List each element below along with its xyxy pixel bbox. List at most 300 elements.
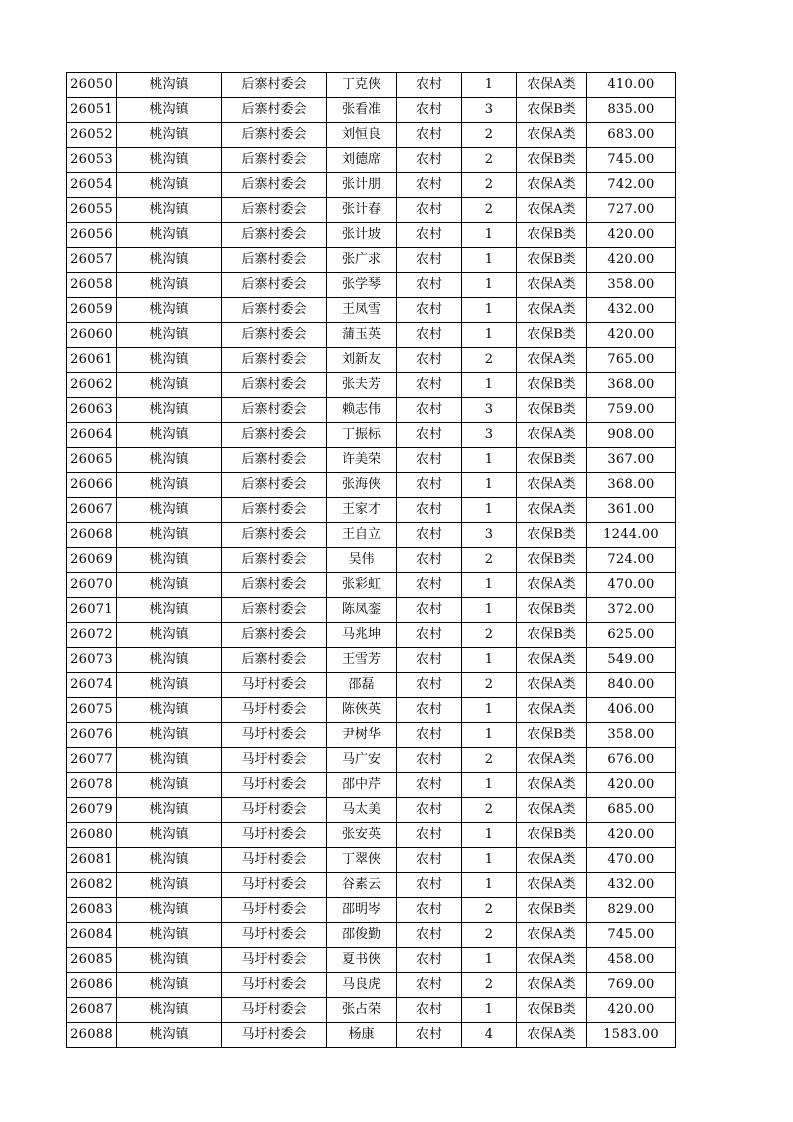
- insurance-category-cell: 农保B类: [517, 248, 587, 273]
- insurance-category-cell: 农保B类: [517, 998, 587, 1023]
- household-type-cell: 农村: [397, 873, 462, 898]
- name-cell: 谷素云: [327, 873, 397, 898]
- insurance-category-cell: 农保B类: [517, 373, 587, 398]
- town-cell: 桃沟镇: [117, 773, 222, 798]
- household-type-cell: 农村: [397, 798, 462, 823]
- name-cell: 陈凤銮: [327, 598, 397, 623]
- village-committee-cell: 马圩村委会: [222, 923, 327, 948]
- table-row: [67, 598, 676, 623]
- amount-cell: 368.00: [587, 473, 676, 498]
- record-id-cell: 26083: [67, 898, 117, 923]
- household-type-cell: 农村: [397, 823, 462, 848]
- household-type-cell: 农村: [397, 973, 462, 998]
- insurance-category-cell: 农保A类: [517, 498, 587, 523]
- record-id-cell: 26055: [67, 198, 117, 223]
- insurance-category-cell: 农保B类: [517, 723, 587, 748]
- household-type-cell: 农村: [397, 923, 462, 948]
- record-id-cell: 26051: [67, 98, 117, 123]
- household-type-cell: 农村: [397, 423, 462, 448]
- table-row: [67, 398, 676, 423]
- record-id-cell: 26071: [67, 598, 117, 623]
- town-cell: 桃沟镇: [117, 798, 222, 823]
- insurance-category-cell: 农保A类: [517, 348, 587, 373]
- insurance-category-cell: 农保A类: [517, 123, 587, 148]
- village-committee-cell: 后寨村委会: [222, 348, 327, 373]
- town-cell: 桃沟镇: [117, 273, 222, 298]
- amount-cell: 625.00: [587, 623, 676, 648]
- table-row: [67, 673, 676, 698]
- member-count-cell: 1: [462, 373, 517, 398]
- amount-cell: 420.00: [587, 248, 676, 273]
- record-id-cell: 26054: [67, 173, 117, 198]
- amount-cell: 420.00: [587, 773, 676, 798]
- household-type-cell: 农村: [397, 298, 462, 323]
- name-cell: 王雪芳: [327, 648, 397, 673]
- member-count-cell: 3: [462, 98, 517, 123]
- town-cell: 桃沟镇: [117, 648, 222, 673]
- household-type-cell: 农村: [397, 273, 462, 298]
- amount-cell: 835.00: [587, 98, 676, 123]
- household-type-cell: 农村: [397, 398, 462, 423]
- household-type-cell: 农村: [397, 673, 462, 698]
- amount-cell: 361.00: [587, 498, 676, 523]
- name-cell: 张看准: [327, 98, 397, 123]
- insurance-category-cell: 农保B类: [517, 598, 587, 623]
- name-cell: 邵明岑: [327, 898, 397, 923]
- record-id-cell: 26068: [67, 523, 117, 548]
- record-id-cell: 26069: [67, 548, 117, 573]
- town-cell: 桃沟镇: [117, 598, 222, 623]
- member-count-cell: 1: [462, 73, 517, 98]
- insurance-category-cell: 农保A类: [517, 173, 587, 198]
- village-committee-cell: 后寨村委会: [222, 473, 327, 498]
- name-cell: 张安英: [327, 823, 397, 848]
- insurance-category-cell: 农保A类: [517, 73, 587, 98]
- amount-cell: 727.00: [587, 198, 676, 223]
- table-row: [67, 323, 676, 348]
- insurance-category-cell: 农保A类: [517, 698, 587, 723]
- member-count-cell: 2: [462, 198, 517, 223]
- name-cell: 邵俊勤: [327, 923, 397, 948]
- household-type-cell: 农村: [397, 773, 462, 798]
- table-row: [67, 998, 676, 1023]
- table-row: [67, 223, 676, 248]
- village-committee-cell: 后寨村委会: [222, 373, 327, 398]
- record-id-cell: 26073: [67, 648, 117, 673]
- amount-cell: 829.00: [587, 898, 676, 923]
- member-count-cell: 1: [462, 823, 517, 848]
- table-row: [67, 123, 676, 148]
- table-row: [67, 98, 676, 123]
- member-count-cell: 2: [462, 748, 517, 773]
- amount-cell: 549.00: [587, 648, 676, 673]
- insurance-category-cell: 农保A类: [517, 873, 587, 898]
- village-committee-cell: 后寨村委会: [222, 273, 327, 298]
- record-id-cell: 26086: [67, 973, 117, 998]
- town-cell: 桃沟镇: [117, 673, 222, 698]
- amount-cell: 840.00: [587, 673, 676, 698]
- table-row: [67, 248, 676, 273]
- member-count-cell: 2: [462, 173, 517, 198]
- name-cell: 马兆坤: [327, 623, 397, 648]
- amount-cell: 769.00: [587, 973, 676, 998]
- village-committee-cell: 后寨村委会: [222, 73, 327, 98]
- town-cell: 桃沟镇: [117, 223, 222, 248]
- table-row: [67, 823, 676, 848]
- record-id-cell: 26059: [67, 298, 117, 323]
- name-cell: 张彩虹: [327, 573, 397, 598]
- name-cell: 陈俠英: [327, 698, 397, 723]
- name-cell: 张计坡: [327, 223, 397, 248]
- village-committee-cell: 马圩村委会: [222, 973, 327, 998]
- record-id-cell: 26077: [67, 748, 117, 773]
- amount-cell: 676.00: [587, 748, 676, 773]
- name-cell: 马广安: [327, 748, 397, 773]
- town-cell: 桃沟镇: [117, 1023, 222, 1048]
- table-row: [67, 548, 676, 573]
- member-count-cell: 1: [462, 473, 517, 498]
- village-committee-cell: 后寨村委会: [222, 298, 327, 323]
- village-committee-cell: 马圩村委会: [222, 948, 327, 973]
- amount-cell: 420.00: [587, 323, 676, 348]
- amount-cell: 358.00: [587, 723, 676, 748]
- name-cell: 张广求: [327, 248, 397, 273]
- amount-cell: 1583.00: [587, 1023, 676, 1048]
- amount-cell: 458.00: [587, 948, 676, 973]
- name-cell: 丁振标: [327, 423, 397, 448]
- amount-cell: 742.00: [587, 173, 676, 198]
- record-id-cell: 26064: [67, 423, 117, 448]
- record-id-cell: 26072: [67, 623, 117, 648]
- household-type-cell: 农村: [397, 573, 462, 598]
- insurance-category-cell: 农保A类: [517, 648, 587, 673]
- town-cell: 桃沟镇: [117, 148, 222, 173]
- record-id-cell: 26087: [67, 998, 117, 1023]
- table-row: [67, 873, 676, 898]
- table-body: [67, 73, 676, 1048]
- town-cell: 桃沟镇: [117, 73, 222, 98]
- village-committee-cell: 马圩村委会: [222, 823, 327, 848]
- town-cell: 桃沟镇: [117, 173, 222, 198]
- insurance-category-cell: 农保A类: [517, 798, 587, 823]
- name-cell: 杨康: [327, 1023, 397, 1048]
- member-count-cell: 2: [462, 673, 517, 698]
- record-id-cell: 26075: [67, 698, 117, 723]
- town-cell: 桃沟镇: [117, 448, 222, 473]
- village-committee-cell: 后寨村委会: [222, 448, 327, 473]
- household-type-cell: 农村: [397, 73, 462, 98]
- household-type-cell: 农村: [397, 448, 462, 473]
- insurance-category-cell: 农保A类: [517, 473, 587, 498]
- village-committee-cell: 后寨村委会: [222, 548, 327, 573]
- table-row: [67, 573, 676, 598]
- member-count-cell: 1: [462, 298, 517, 323]
- village-committee-cell: 后寨村委会: [222, 248, 327, 273]
- household-type-cell: 农村: [397, 1023, 462, 1048]
- amount-cell: 745.00: [587, 148, 676, 173]
- town-cell: 桃沟镇: [117, 898, 222, 923]
- table-row: [67, 423, 676, 448]
- name-cell: 许美荣: [327, 448, 397, 473]
- town-cell: 桃沟镇: [117, 748, 222, 773]
- member-count-cell: 2: [462, 123, 517, 148]
- table-row: [67, 373, 676, 398]
- name-cell: 张学琴: [327, 273, 397, 298]
- member-count-cell: 2: [462, 148, 517, 173]
- member-count-cell: 1: [462, 648, 517, 673]
- member-count-cell: 1: [462, 248, 517, 273]
- record-id-cell: 26070: [67, 573, 117, 598]
- amount-cell: 470.00: [587, 573, 676, 598]
- member-count-cell: 1: [462, 773, 517, 798]
- town-cell: 桃沟镇: [117, 548, 222, 573]
- town-cell: 桃沟镇: [117, 873, 222, 898]
- table-row: [67, 623, 676, 648]
- amount-cell: 420.00: [587, 998, 676, 1023]
- household-type-cell: 农村: [397, 748, 462, 773]
- household-type-cell: 农村: [397, 173, 462, 198]
- table-row: [67, 448, 676, 473]
- household-type-cell: 农村: [397, 848, 462, 873]
- village-committee-cell: 后寨村委会: [222, 148, 327, 173]
- town-cell: 桃沟镇: [117, 98, 222, 123]
- table-row: [67, 298, 676, 323]
- record-id-cell: 26088: [67, 1023, 117, 1048]
- member-count-cell: 1: [462, 873, 517, 898]
- town-cell: 桃沟镇: [117, 823, 222, 848]
- record-id-cell: 26057: [67, 248, 117, 273]
- table-row: [67, 973, 676, 998]
- name-cell: 张夫芳: [327, 373, 397, 398]
- town-cell: 桃沟镇: [117, 948, 222, 973]
- member-count-cell: 3: [462, 523, 517, 548]
- name-cell: 邵磊: [327, 673, 397, 698]
- insurance-category-cell: 农保A类: [517, 773, 587, 798]
- household-type-cell: 农村: [397, 473, 462, 498]
- name-cell: 马良虎: [327, 973, 397, 998]
- village-committee-cell: 马圩村委会: [222, 998, 327, 1023]
- member-count-cell: 1: [462, 573, 517, 598]
- insurance-category-cell: 农保A类: [517, 573, 587, 598]
- village-committee-cell: 后寨村委会: [222, 123, 327, 148]
- member-count-cell: 3: [462, 423, 517, 448]
- amount-cell: 765.00: [587, 348, 676, 373]
- member-count-cell: 1: [462, 848, 517, 873]
- record-id-cell: 26085: [67, 948, 117, 973]
- town-cell: 桃沟镇: [117, 998, 222, 1023]
- name-cell: 尹树华: [327, 723, 397, 748]
- village-committee-cell: 后寨村委会: [222, 498, 327, 523]
- village-committee-cell: 马圩村委会: [222, 798, 327, 823]
- table-row: [67, 923, 676, 948]
- record-id-cell: 26061: [67, 348, 117, 373]
- village-committee-cell: 后寨村委会: [222, 323, 327, 348]
- table-row: [67, 148, 676, 173]
- record-id-cell: 26062: [67, 373, 117, 398]
- town-cell: 桃沟镇: [117, 623, 222, 648]
- insurance-category-cell: 农保A类: [517, 298, 587, 323]
- household-type-cell: 农村: [397, 373, 462, 398]
- name-cell: 刘德席: [327, 148, 397, 173]
- table-row: [67, 273, 676, 298]
- member-count-cell: 1: [462, 598, 517, 623]
- amount-cell: 470.00: [587, 848, 676, 873]
- insurance-category-cell: 农保B类: [517, 548, 587, 573]
- record-id-cell: 26058: [67, 273, 117, 298]
- member-count-cell: 1: [462, 223, 517, 248]
- name-cell: 赖志伟: [327, 398, 397, 423]
- member-count-cell: 2: [462, 798, 517, 823]
- amount-cell: 406.00: [587, 698, 676, 723]
- amount-cell: 420.00: [587, 823, 676, 848]
- insurance-category-cell: 农保B类: [517, 623, 587, 648]
- village-committee-cell: 后寨村委会: [222, 398, 327, 423]
- name-cell: 吴伟: [327, 548, 397, 573]
- town-cell: 桃沟镇: [117, 498, 222, 523]
- record-id-cell: 26063: [67, 398, 117, 423]
- name-cell: 丁克俠: [327, 73, 397, 98]
- village-committee-cell: 马圩村委会: [222, 773, 327, 798]
- name-cell: 王自立: [327, 523, 397, 548]
- amount-cell: 759.00: [587, 398, 676, 423]
- record-id-cell: 26053: [67, 148, 117, 173]
- town-cell: 桃沟镇: [117, 523, 222, 548]
- insurance-category-cell: 农保A类: [517, 948, 587, 973]
- name-cell: 夏书俠: [327, 948, 397, 973]
- town-cell: 桃沟镇: [117, 323, 222, 348]
- member-count-cell: 2: [462, 548, 517, 573]
- member-count-cell: 1: [462, 698, 517, 723]
- name-cell: 张计春: [327, 198, 397, 223]
- town-cell: 桃沟镇: [117, 473, 222, 498]
- town-cell: 桃沟镇: [117, 298, 222, 323]
- insurance-category-cell: 农保B类: [517, 148, 587, 173]
- name-cell: 张计朋: [327, 173, 397, 198]
- village-committee-cell: 马圩村委会: [222, 673, 327, 698]
- household-type-cell: 农村: [397, 198, 462, 223]
- town-cell: 桃沟镇: [117, 373, 222, 398]
- village-committee-cell: 马圩村委会: [222, 748, 327, 773]
- insurance-category-cell: 农保A类: [517, 923, 587, 948]
- name-cell: 刘恒良: [327, 123, 397, 148]
- member-count-cell: 4: [462, 1023, 517, 1048]
- insurance-category-cell: 农保B类: [517, 523, 587, 548]
- name-cell: 张海俠: [327, 473, 397, 498]
- village-committee-cell: 后寨村委会: [222, 648, 327, 673]
- table-row: [67, 898, 676, 923]
- name-cell: 张占荣: [327, 998, 397, 1023]
- household-type-cell: 农村: [397, 898, 462, 923]
- amount-cell: 372.00: [587, 598, 676, 623]
- town-cell: 桃沟镇: [117, 198, 222, 223]
- insurance-category-cell: 农保A类: [517, 1023, 587, 1048]
- household-type-cell: 农村: [397, 98, 462, 123]
- household-type-cell: 农村: [397, 998, 462, 1023]
- table-row: [67, 473, 676, 498]
- village-committee-cell: 后寨村委会: [222, 223, 327, 248]
- village-committee-cell: 后寨村委会: [222, 598, 327, 623]
- member-count-cell: 2: [462, 898, 517, 923]
- record-id-cell: 26081: [67, 848, 117, 873]
- amount-cell: 724.00: [587, 548, 676, 573]
- name-cell: 王家才: [327, 498, 397, 523]
- amount-cell: 432.00: [587, 873, 676, 898]
- town-cell: 桃沟镇: [117, 398, 222, 423]
- household-type-cell: 农村: [397, 148, 462, 173]
- household-type-cell: 农村: [397, 523, 462, 548]
- town-cell: 桃沟镇: [117, 923, 222, 948]
- insurance-category-cell: 农保B类: [517, 823, 587, 848]
- household-type-cell: 农村: [397, 598, 462, 623]
- town-cell: 桃沟镇: [117, 348, 222, 373]
- member-count-cell: 2: [462, 923, 517, 948]
- household-type-cell: 农村: [397, 323, 462, 348]
- record-id-cell: 26084: [67, 923, 117, 948]
- amount-cell: 683.00: [587, 123, 676, 148]
- town-cell: 桃沟镇: [117, 248, 222, 273]
- name-cell: 蒲玉英: [327, 323, 397, 348]
- member-count-cell: 3: [462, 398, 517, 423]
- table-row: [67, 1023, 676, 1048]
- table-row: [67, 798, 676, 823]
- amount-cell: 367.00: [587, 448, 676, 473]
- village-committee-cell: 后寨村委会: [222, 423, 327, 448]
- insurance-category-cell: 农保A类: [517, 673, 587, 698]
- name-cell: 王凤雪: [327, 298, 397, 323]
- table-row: [67, 848, 676, 873]
- insurance-category-cell: 农保B类: [517, 98, 587, 123]
- table-row: [67, 348, 676, 373]
- village-committee-cell: 后寨村委会: [222, 573, 327, 598]
- village-committee-cell: 马圩村委会: [222, 898, 327, 923]
- insurance-category-cell: 农保A类: [517, 848, 587, 873]
- record-id-cell: 26082: [67, 873, 117, 898]
- member-count-cell: 1: [462, 448, 517, 473]
- amount-cell: 358.00: [587, 273, 676, 298]
- table-row: [67, 73, 676, 98]
- table-row: [67, 948, 676, 973]
- member-count-cell: 1: [462, 723, 517, 748]
- amount-cell: 410.00: [587, 73, 676, 98]
- insurance-category-cell: 农保B类: [517, 398, 587, 423]
- village-committee-cell: 马圩村委会: [222, 698, 327, 723]
- record-id-cell: 26067: [67, 498, 117, 523]
- amount-cell: 432.00: [587, 298, 676, 323]
- amount-cell: 685.00: [587, 798, 676, 823]
- insurance-category-cell: 农保A类: [517, 273, 587, 298]
- record-id-cell: 26078: [67, 773, 117, 798]
- amount-cell: 420.00: [587, 223, 676, 248]
- record-id-cell: 26074: [67, 673, 117, 698]
- village-committee-cell: 马圩村委会: [222, 848, 327, 873]
- amount-cell: 745.00: [587, 923, 676, 948]
- town-cell: 桃沟镇: [117, 423, 222, 448]
- member-count-cell: 1: [462, 998, 517, 1023]
- member-count-cell: 2: [462, 348, 517, 373]
- member-count-cell: 1: [462, 323, 517, 348]
- household-type-cell: 农村: [397, 123, 462, 148]
- town-cell: 桃沟镇: [117, 123, 222, 148]
- village-committee-cell: 后寨村委会: [222, 198, 327, 223]
- insurance-category-cell: 农保B类: [517, 323, 587, 348]
- member-count-cell: 1: [462, 273, 517, 298]
- household-type-cell: 农村: [397, 548, 462, 573]
- household-type-cell: 农村: [397, 623, 462, 648]
- member-count-cell: 1: [462, 948, 517, 973]
- name-cell: 邵中芹: [327, 773, 397, 798]
- amount-cell: 1244.00: [587, 523, 676, 548]
- record-id-cell: 26079: [67, 798, 117, 823]
